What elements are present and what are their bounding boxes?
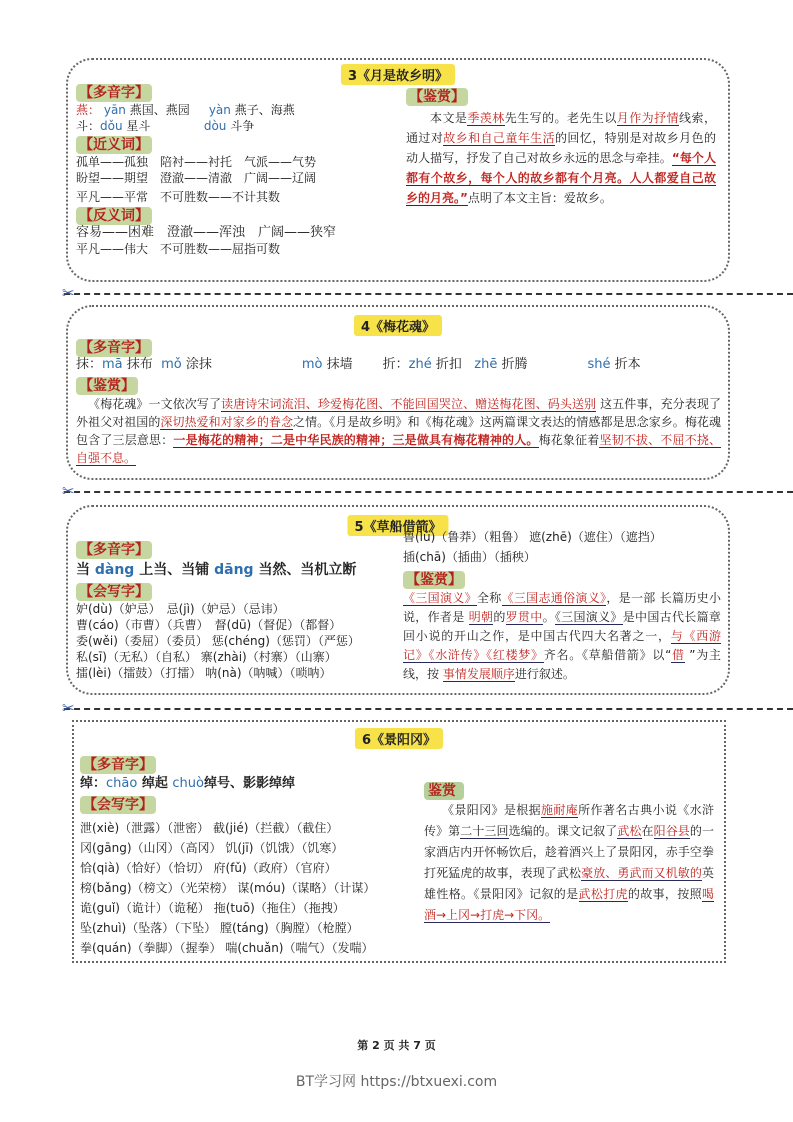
polyphone-tag: 【多音字】 xyxy=(80,756,156,774)
appreciation-text: 《梅花魂》一文依次写了读唐诗宋词流泪、珍爱梅花图、不能回国哭泣、赠送梅花图、码头送别 这五件事，充分表现了外祖父对祖国的深切热爱和对家乡的眷念之情。《月是故乡明》和《梅花魂》这两篇课文表达的情感都是思念家乡。梅花魂包含了三层意思：一是梅花的精神；二是中华民族的精神；三是做具有梅花精神的人。梅花象征着坚韧不拔、不屈不挠、 自强不息。 xyxy=(76,397,721,465)
section-4-title: 4《梅花魂》 xyxy=(354,315,442,336)
polyphone-row: 斗：dǒu 星斗 dòu 斗争 xyxy=(76,119,255,133)
section-5-card xyxy=(66,505,730,695)
polyphone-tag: 【多音字】 xyxy=(76,339,152,357)
polyphone-row: 燕： yān 燕国、燕园 yàn 燕子、海燕 xyxy=(76,103,295,117)
polyphone-row: 抹：mā 抹布 mǒ 涂抹 mò 抹墙 折：zhé 折扣 zhē 折腾 shé 折本 xyxy=(76,357,641,372)
appreciation-text: 本文是季羡林先生写的。老先生以月作为抒情线索，通过对故乡和自己童年生活的回忆，特别是对故乡月色的动人描写，抒发了自己对故乡永远的思念与牵挂。“每个人都有个故乡，每个人的故乡都有个月亮。人人都爱自己故乡的月亮。”点明了本文主旨：爱故乡。 xyxy=(406,111,716,205)
synonym-row: 盼望——期望 澄澈——清澈 广阔——辽阔 xyxy=(76,171,317,185)
appreciation-tag: 【鉴赏】 xyxy=(76,377,138,395)
write-row: 拳(quán)（拳脚）（握拳） 喘(chuǎn)（喘气）（发喘） xyxy=(80,941,374,955)
write-row: 私(sī)（无私）（自私） 寨(zhài)（村寨）（山寨） xyxy=(76,650,337,664)
polyphone-row: 绰：chāo 绰起 chuò绰号、影影绰绰 xyxy=(80,776,296,791)
section-3-card xyxy=(66,58,730,282)
antonym-row: 容易——困难 澄澈——浑浊 广阔——狭窄 xyxy=(76,225,337,240)
polyphone-tag: 【多音字】 xyxy=(76,84,152,102)
write-row: 曹(cáo)（市曹）（兵曹） 督(dū)（督促）（都督） xyxy=(76,618,342,632)
watermark: BT学习网 https://btxuexi.com xyxy=(295,1074,498,1090)
polyphone-tag: 【多音字】 xyxy=(76,541,152,559)
cut-line xyxy=(64,491,793,493)
write-row: 诡(guǐ)（诡计）（诡秘） 拖(tuō)（拖住）（拖拽） xyxy=(80,901,345,915)
write-tag: 【会写字】 xyxy=(80,796,156,814)
antonym-tag: 【反义词】 xyxy=(76,207,152,225)
write-row: 恰(qià)（恰好）（恰切） 府(fǔ)（政府）（官府） xyxy=(80,861,337,875)
appreciation-tag: 鉴赏 xyxy=(424,782,464,800)
write-tag: 【会写字】 xyxy=(76,583,152,601)
appreciation-tag: 【鉴赏】 xyxy=(403,571,465,589)
page-number: 第 2 页 共 7 页 xyxy=(357,1039,436,1052)
write-row: 榜(bǎng)（榜文）（光荣榜） 谋(móu)（谋略）（计谋） xyxy=(80,881,376,895)
section-6-title: 6《景阳冈》 xyxy=(355,728,443,749)
scissors-icon: ✂ xyxy=(62,284,75,302)
write-row: 妒(dù)（妒忌） 忌(jì)（妒忌）（忌讳） xyxy=(76,602,285,616)
section-4-card xyxy=(66,305,730,480)
write-row: 鲁(lǔ)（鲁莽）（粗鲁） 遮(zhē)（遮住）（遮挡） xyxy=(403,530,662,544)
section-3-title: 3《月是故乡明》 xyxy=(341,64,455,85)
write-row: 插(chā)（插曲）（插秧） xyxy=(403,550,536,564)
write-row: 擂(lèi)（擂鼓）（打擂） 呐(nà)（呐喊）（唢呐） xyxy=(76,666,332,680)
appreciation-text: 《三国演义》全称《三国志通俗演义》，是一部 长篇历史小说，作者是 明朝的罗贯中。《三国演义》是中国古代长篇章回小说的开山之作，是中国古代四大名著之一，与《西游记》《水浒传》《红楼梦》齐名。《草船借箭》以“借 ”为主线，按 事情发展顺序进行叙述。 xyxy=(403,591,721,681)
write-row: 泄(xiè)（泄露）（泄密） 截(jié)（拦截）（截住） xyxy=(80,821,339,835)
scissors-icon: ✂ xyxy=(62,699,75,717)
cut-line xyxy=(64,293,793,295)
synonym-tag: 【近义词】 xyxy=(76,136,152,154)
appreciation-tag: 【鉴赏】 xyxy=(406,88,468,106)
synonym-row: 孤单——孤独 陪衬——衬托 气派——气势 xyxy=(76,155,317,169)
write-row: 委(wěi)（委屈）（委员） 惩(chéng)（惩罚）（严惩） xyxy=(76,634,360,648)
polyphone-row: 当 dàng 上当、当铺 dāng 当然、当机立断 xyxy=(76,562,357,578)
write-row: 冈(gāng)（山冈）（高冈） 饥(jī)（饥饿）（饥寒） xyxy=(80,841,344,855)
synonym-row: 平凡——平常 不可胜数——不计其数 xyxy=(76,190,281,204)
appreciation-text: 《景阳冈》是根据施耐庵所作著名古典小说《水浒传》第二十三回选编的。课文记叙了武松在阳谷县的一家酒店内开怀畅饮后，趁着酒兴上了景阳冈，赤手空拳打死猛虎的故事，表现了武松豪放、勇武而又机敏的英雄性格。《景阳冈》记叙的是武松打虎的故事，按照喝酒→上冈→打虎→下冈。 xyxy=(424,803,714,922)
write-row: 坠(zhuì)（坠落）（下坠） 膛(táng)（胸膛）（枪膛） xyxy=(80,921,359,935)
section-5-title: 5《草船借箭》 xyxy=(347,515,448,536)
cut-line xyxy=(64,708,793,710)
section-6-card xyxy=(72,720,726,963)
antonym-row: 平凡——伟大 不可胜数——屈指可数 xyxy=(76,242,281,256)
scissors-icon: ✂ xyxy=(62,482,75,500)
